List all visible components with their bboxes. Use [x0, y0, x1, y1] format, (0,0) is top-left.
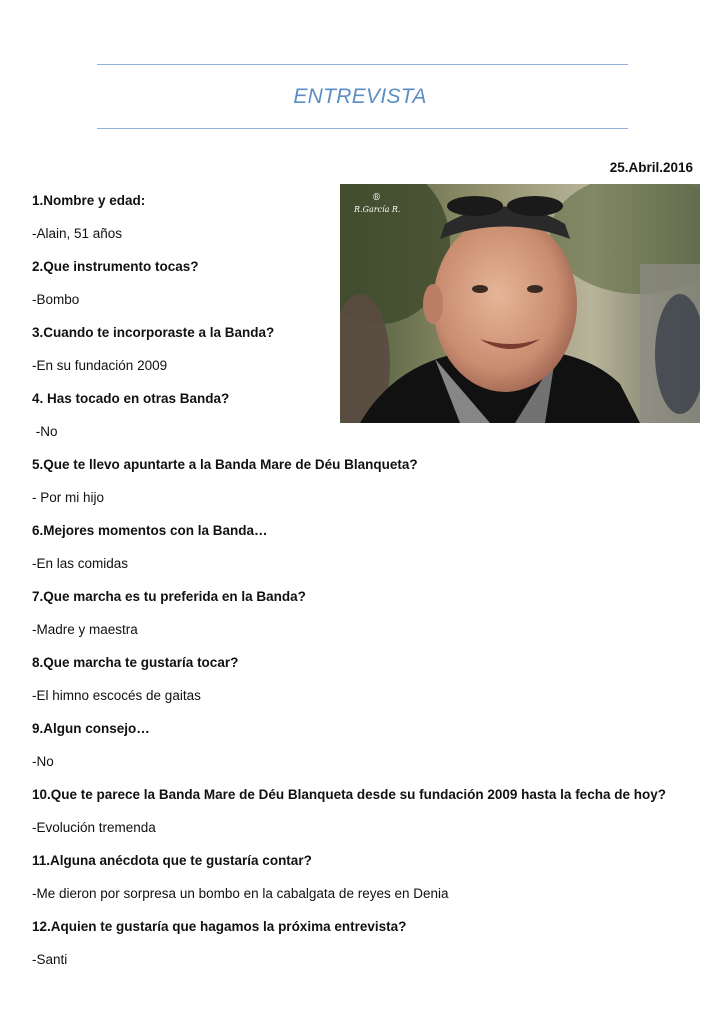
interview-questions: [32, 192, 702, 984]
answer: -El himno escocés de gaitas: [32, 688, 201, 703]
question: 1.Nombre y edad:: [32, 193, 146, 208]
answer: -Alain, 51 años: [32, 226, 123, 241]
answer: -En su fundación 2009: [32, 358, 168, 373]
answer: -Evolución tremenda: [32, 820, 156, 835]
question: 4. Has tocado en otras Banda?: [32, 391, 230, 406]
qa-item: [32, 456, 702, 522]
answer: -Me dieron por sorpresa un bombo en la cabalgata de reyes en Denia: [32, 886, 449, 901]
qa-item: [32, 258, 702, 324]
qa-item: [32, 786, 702, 852]
qa-item: [32, 390, 702, 456]
answer: -No: [32, 754, 54, 769]
answer: -En las comidas: [32, 556, 129, 571]
top-divider: [97, 64, 628, 65]
interview-date: 25.Abril.2016: [609, 160, 693, 175]
question: 12.Aquien te gustaría que hagamos la próxima entrevista?: [32, 919, 407, 934]
question: 2.Que instrumento tocas?: [32, 259, 199, 274]
qa-item: [32, 588, 702, 654]
answer: -No: [32, 424, 58, 439]
qa-item: [32, 522, 702, 588]
answer: -Santi: [32, 952, 68, 967]
question: 6.Mejores momentos con la Banda…: [32, 523, 268, 538]
question: 5.Que te llevo apuntarte a la Banda Mare de Déu Blanqueta?: [32, 457, 418, 472]
question: 3.Cuando te incorporaste a la Banda?: [32, 325, 275, 340]
answer: -Madre y maestra: [32, 622, 138, 637]
question: 10.Que te parece la Banda Mare de Déu Blanqueta desde su fundación 2009 hasta la fecha de hoy?: [32, 787, 666, 802]
qa-item: [32, 654, 702, 720]
photo-watermark-symbol: ®: [372, 193, 381, 203]
qa-item: [32, 324, 702, 390]
question: 8.Que marcha te gustaría tocar?: [32, 655, 239, 670]
qa-item: [32, 918, 702, 984]
qa-item: [32, 192, 702, 258]
bottom-divider: [97, 128, 628, 129]
question: 9.Algun consejo…: [32, 721, 150, 736]
question: 11.Alguna anécdota que te gustaría contar?: [32, 853, 312, 868]
qa-item: [32, 720, 702, 786]
answer: -Bombo: [32, 292, 80, 307]
qa-item: [32, 852, 702, 918]
photo-watermark-text: R.García R.: [354, 205, 401, 214]
page-title: ENTREVISTA: [293, 85, 427, 108]
answer: - Por mi hijo: [32, 490, 105, 505]
question: 7.Que marcha es tu preferida en la Banda?: [32, 589, 306, 604]
